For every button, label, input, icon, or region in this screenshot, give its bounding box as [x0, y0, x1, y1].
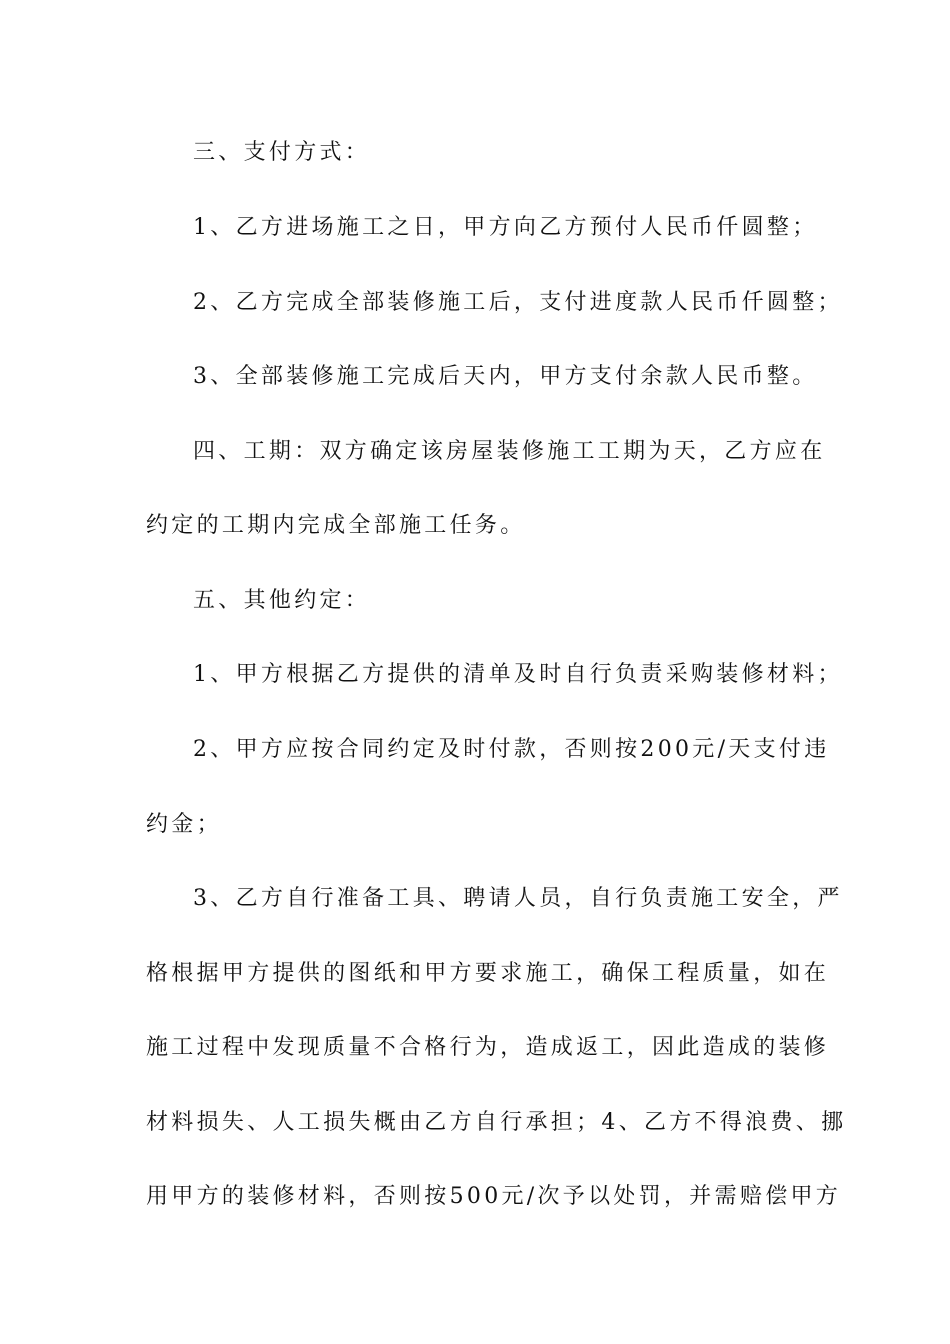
schedule-continuation: 约定的工期内完成全部施工任务。: [146, 513, 526, 538]
other-clause-1: 1、甲方根据乙方提供的清单及时自行负责采购装修材料；: [193, 662, 843, 687]
section-heading-payment: 三、支付方式：: [193, 140, 371, 165]
payment-clause-2: 2、乙方完成全部装修施工后，支付进度款人民币仟圆整；: [193, 290, 843, 315]
other-clause-3-line-3: 施工过程中发现质量不合格行为，造成返工，因此造成的装修: [146, 1035, 830, 1060]
other-clause-4-line: 用甲方的装修材料，否则按500元/次予以处罚，并需赔偿甲方: [146, 1184, 842, 1209]
payment-clause-1: 1、乙方进场施工之日，甲方向乙方预付人民币仟圆整；: [193, 215, 818, 240]
section-heading-other: 五、其他约定：: [193, 588, 371, 613]
payment-clause-3: 3、全部装修施工完成后天内，甲方支付余款人民币整。: [193, 364, 818, 389]
other-clause-3-line-4: 材料损失、人工损失概由乙方自行承担；4、乙方不得浪费、挪: [146, 1110, 847, 1135]
other-clause-3: 3、乙方自行准备工具、聘请人员，自行负责施工安全，严: [193, 886, 843, 911]
section-heading-schedule: 四、工期：双方确定该房屋装修施工工期为天，乙方应在: [193, 439, 826, 464]
other-clause-3-line-2: 格根据甲方提供的图纸和甲方要求施工，确保工程质量，如在: [146, 961, 830, 986]
other-clause-2-continuation: 约金；: [146, 812, 222, 837]
other-clause-2: 2、甲方应按合同约定及时付款，否则按200元/天支付违: [193, 737, 830, 762]
